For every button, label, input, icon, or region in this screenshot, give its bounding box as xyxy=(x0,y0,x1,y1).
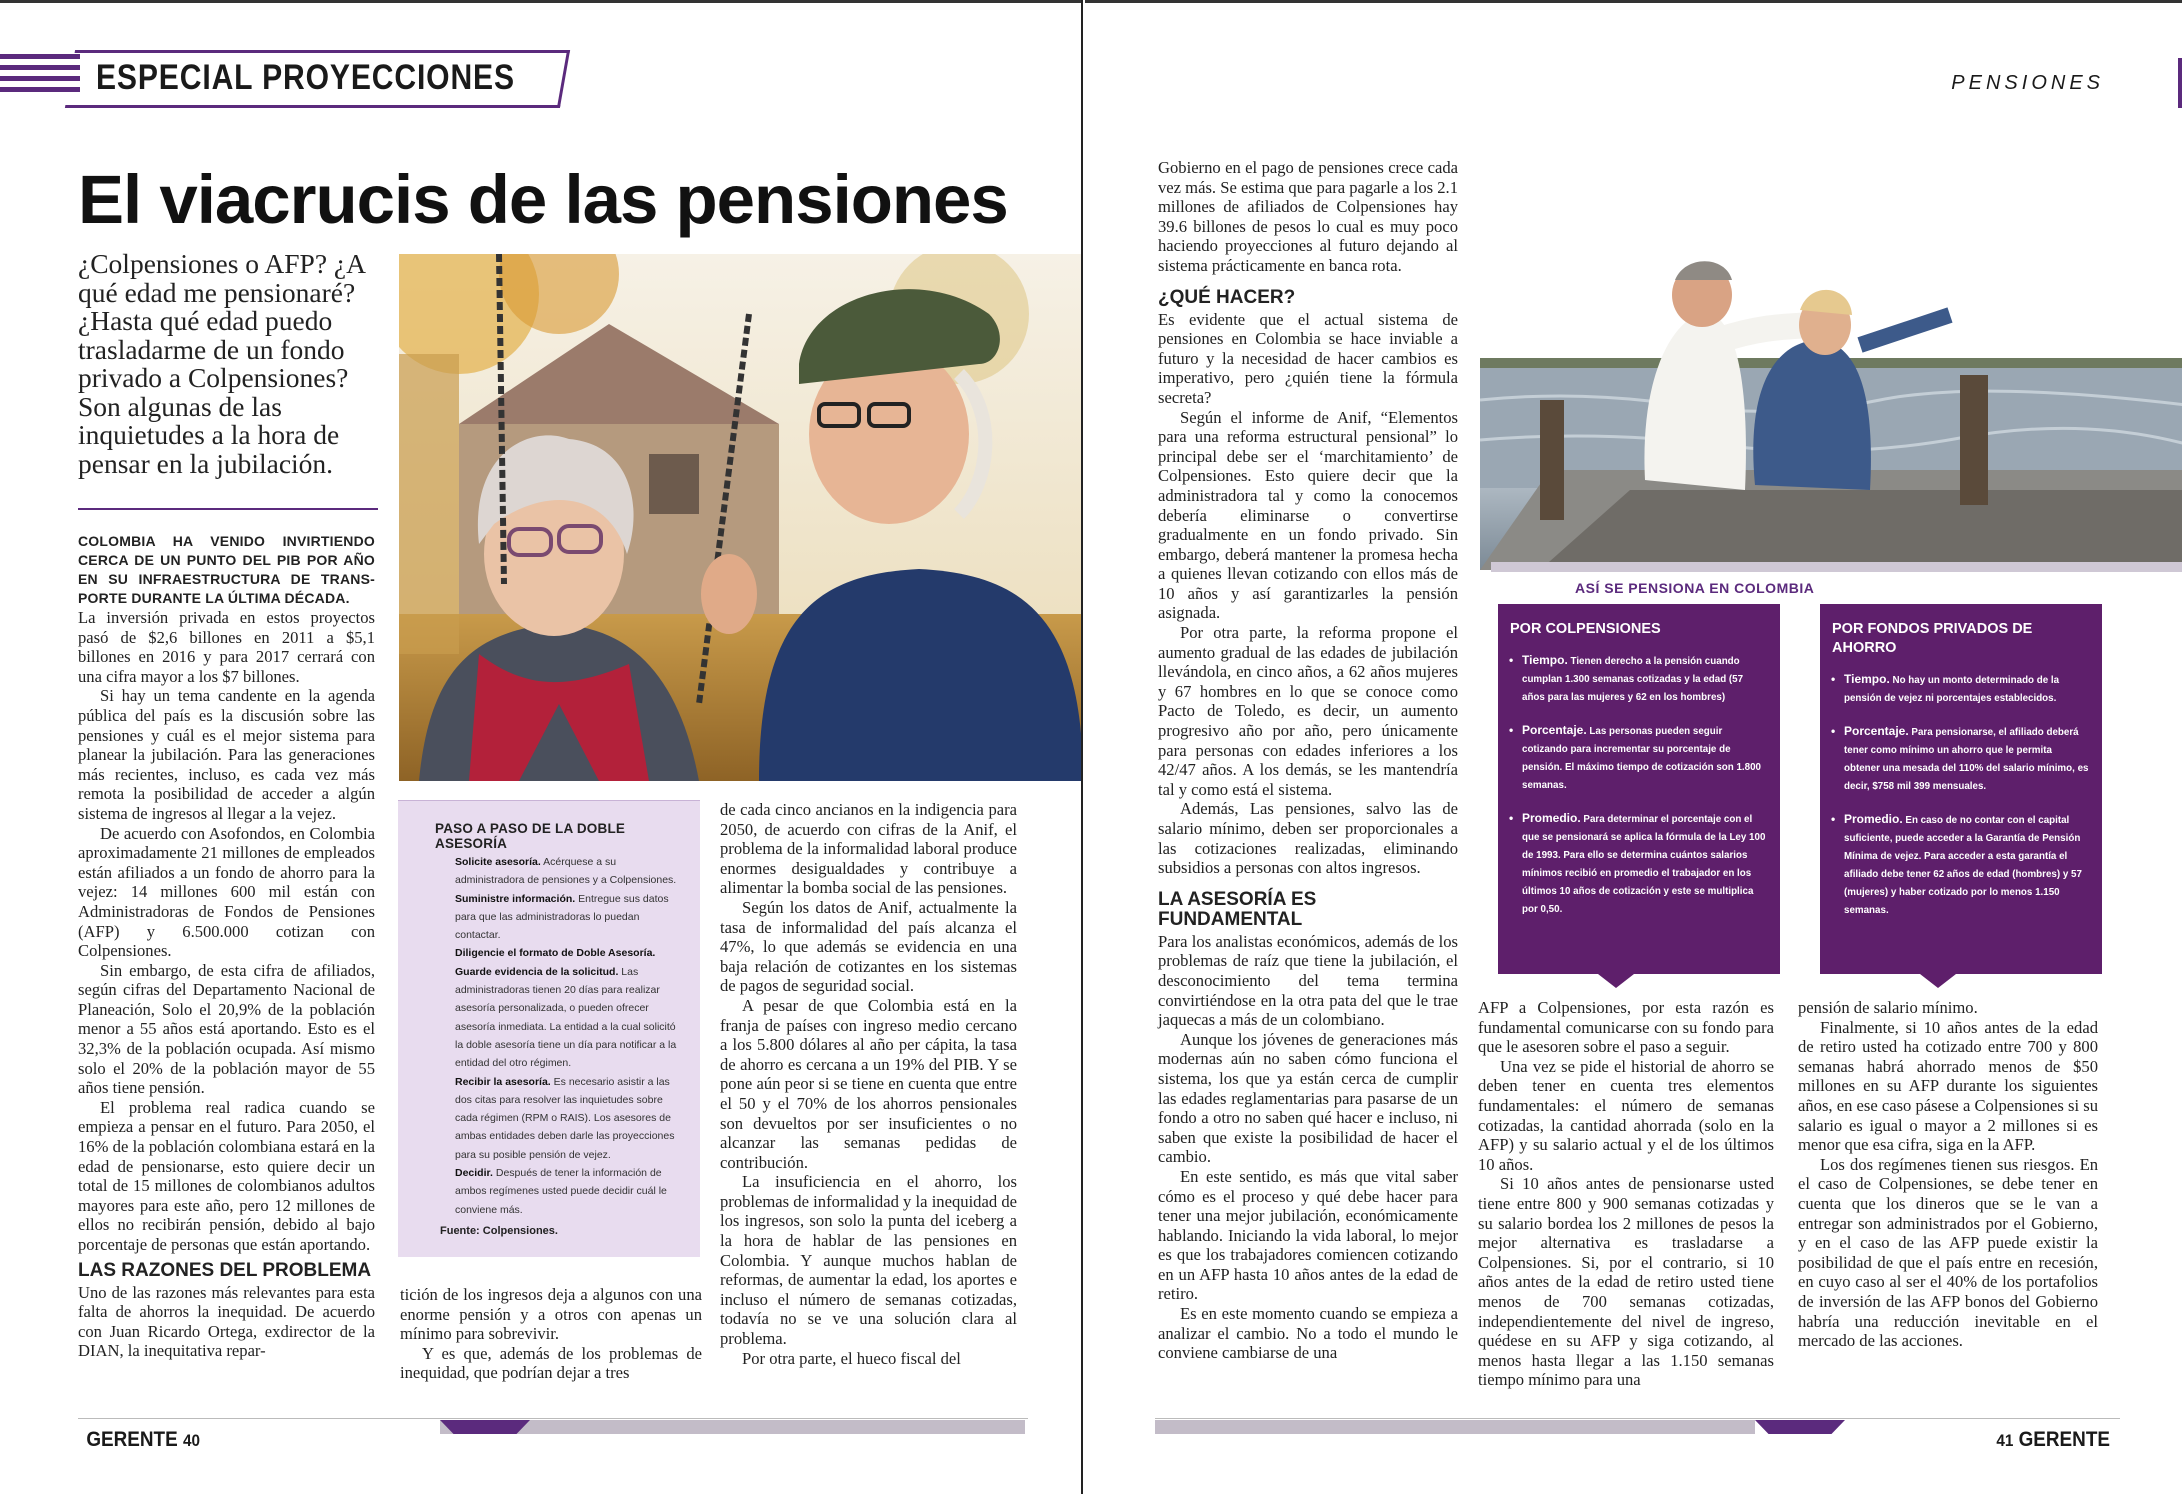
paragraph: pensión de salario mínimo. xyxy=(1798,998,1978,1017)
sidebar-source: Fuente: Colpensiones. xyxy=(440,1225,558,1237)
left-column-1 xyxy=(78,532,375,1361)
infographic-heading: POR COLPENSIONES xyxy=(1510,621,1661,637)
item-text: No hay un monto determinado de la pensión de vejez ni porcentajes establecidos. xyxy=(1844,675,2060,704)
paragraph: Los dos regímenes tienen sus riesgos. En el caso de Colpensiones, se debe tener en cuenta que los dineros que se le van a entregar son administrados por el Gobierno, y en el caso de las AFP puede existir la posibilidad de que el país entre en recesión, en cuyo caso al ser el 40% de los portafolios de inversión de las AFP bonos del Gobierno habría una reducción inevitable en el mercado de las acciones. xyxy=(1798,1154,2098,1351)
magazine-name: GERENTE xyxy=(86,1428,178,1451)
deck-rule xyxy=(78,508,378,510)
item-text: Para determinar el porcentaje con el que se pensionará se aplica la fórmula de la Ley 100 de 1993. Para ello se determina cuántos salarios mínimos recibió en promedio el trabajador en los últimos 10 años de cotización y este se multiplica por 0,50. xyxy=(1522,814,1766,915)
infographic-item xyxy=(1522,651,1768,707)
paragraph: Según los datos de Anif, actualmente la tasa de informalidad del país alcanza el 47%, lo que además se evidencia en una baja relación de cotizantes en los sistemas de pagos de seguridad social. xyxy=(720,897,1017,996)
item-term: Promedio. xyxy=(1844,812,1903,826)
box-pointer xyxy=(1920,974,1956,988)
item-text: Para pensionarse, el afiliado deberá tener como mínimo un ahorro que le permita obtener una mesada del 110% del salario mínimo, es decir, $758 mil 399 mensuales. xyxy=(1844,727,2089,792)
section-tag: ESPECIAL PROYECCIONES xyxy=(96,58,515,97)
sidebar-item xyxy=(455,944,685,1072)
infographic-item xyxy=(1522,809,1768,919)
subheading: LA ASESORÍA ES FUNDAMENTAL xyxy=(1158,888,1317,930)
left-column-3 xyxy=(720,800,1017,1368)
sidebar-box xyxy=(398,800,700,1257)
paragraph: Según el informe de Anif, “Elementos para una reforma estructural pensional” lo principal debe ser el ‘marchitamiento’ de Colpensiones. Esto quiere decir que la administradora tal y como la conocemos debería eliminarse o convertirse gradualmente en un fondo privado. Sin embargo, deberá mantener la promesa hecha a quienes llevan cotizando con ellos más de 10 años y así garantizarles la pensión asignada. xyxy=(1158,407,1458,623)
paragraph: Por otra parte, el hueco fiscal del xyxy=(742,1348,961,1368)
paragraph: A pesar de que Colombia está en la franja de países con ingreso medio cercano a los 5.800 dólares al año per cápita, la tasa de ahorro es cercana a un 19% del PIB. Y se pone aún peor si se tiene en cuenta que entre el 50 y el 70% de los ahorros pensionales son devueltos por ser insuficientes o no alcanzar las semanas pedidas de contribución. xyxy=(720,995,1017,1172)
paragraph: Gobierno en el pago de pensiones crece cada vez más. Se estima que para pagarle a los 2.1 millones de afiliados de Colpensiones hay 39.6 billones de pesos lo cual es muy poco haciendo proyecciones al futuro dejando al sistema prácticamente en banca rota. xyxy=(1158,158,1458,275)
paragraph: Uno de las razones más relevantes para esta falta de ahorros la inequidad. De acuerdo con Juan Ricardo Ortega, exdirector de la DIAN, la inequitativa repar- xyxy=(78,1282,375,1361)
infographic-item xyxy=(1522,721,1768,795)
subheading: LAS RAZONES DEL PROBLEMA xyxy=(78,1259,372,1281)
right-page xyxy=(1085,0,2182,1494)
paragraph: La insuficiencia en el ahorro, los problemas de informalidad y la inequidad de los ingresos, son solo la punta del iceberg a la hora de hablar de las pensiones en Colombia. Y aunque muchos hablan de reformas, de aumentar la edad, los aportes e incluso el número de semanas cotizadas, todavía no se ve una solución clara al problema. xyxy=(720,1172,1017,1349)
page-number: 41 xyxy=(1996,1431,2014,1450)
sidebar-item xyxy=(455,1164,685,1219)
sidebar-item-text: Las administradoras tienen 20 días para realizar asesoría personalizada, o pueden ofrecer asesoría inmediata. La entidad a la cual solicitó la doble asesoría tiene un día para notificar a la entidad del otro régimen. xyxy=(455,965,677,1070)
paragraph: tición de los ingresos deja a algunos con una enorme pensión y a otros con apenas un mínimo para sobrevivir. xyxy=(400,1285,702,1344)
sidebar-item-term: Solicite asesoría. xyxy=(455,856,541,868)
headline: El viacrucis de las pensiones xyxy=(78,161,1008,238)
sidebar-item-text: Entregue sus datos para que las administradoras lo puedan contactar. xyxy=(455,892,669,942)
paragraph: AFP a Colpensiones, por esta razón es fundamental comunicarse con su fondo para que le asesoren sobre el paso a seguir. xyxy=(1478,998,1774,1057)
sidebar-item xyxy=(455,890,685,945)
sidebar-item-term: Suministre información. xyxy=(455,892,576,905)
footer-accent xyxy=(440,1420,530,1434)
magazine-name: GERENTE xyxy=(2018,1428,2110,1451)
item-text: Las personas pueden seguir cotizando para incrementar su porcentaje de pensión. El máximo tiempo de cotización son 1.800 semanas. xyxy=(1522,726,1761,791)
left-column-2 xyxy=(400,1285,702,1383)
folio-right xyxy=(1996,1428,2110,1452)
photo-band xyxy=(1491,562,2182,572)
sidebar-item-text: Acérquese a su administradora de pensiones y a Colpensiones. xyxy=(455,856,677,887)
sidebar-item xyxy=(455,853,685,890)
paragraph: Es en este momento cuando se empieza a analizar el cambio. No a todo el mundo le conviene cambiarse de una xyxy=(1158,1304,1458,1363)
infographic-title: ASÍ SE PENSIONA EN COLOMBIA xyxy=(1575,580,1815,596)
sidebar-item-term: Recibir la asesoría. xyxy=(455,1075,551,1088)
right-column-3 xyxy=(1798,998,2098,1351)
item-term: Porcentaje. xyxy=(1522,723,1587,737)
page-number: 40 xyxy=(182,1431,200,1450)
subheading: ¿QUÉ HACER? xyxy=(1158,286,1296,308)
footer-bar xyxy=(1155,1420,1755,1434)
section-rule xyxy=(2178,58,2182,108)
footer-accent xyxy=(1755,1420,1845,1434)
paragraph: Si 10 años antes de pensionarse usted tiene entre 800 y 900 semanas cotizadas y su salario bordea los 2 millones de pesos la mejor alternativa es trasladarse a Colpensiones. Si, por el contrario, si 10 años antes de la edad de retiro usted tiene menos de 700 semanas cotizadas, independientemente del nivel de ingreso, quédese en su AFP y siga cotizando, al menos hasta llegar a las 1.150 semanas tiempo mínimo para una xyxy=(1478,1174,1774,1390)
paragraph: La inversión privada en estos proyectos pasó de $2,6 billones en 2011 a $5,1 billones en 2016 y para 2017 cerrará con una cifra mayor a los $7 billones. xyxy=(78,608,375,686)
section-tag: PENSIONES xyxy=(1951,72,2104,94)
top-rule xyxy=(0,0,1081,3)
paragraph: Finalmente, si 10 años antes de la edad de retiro usted ha cotizado entre 700 y 800 semanas habrá ahorrado menos de $50 millones en su AFP durante los siguientes años, en ese caso pásese a Colpensiones si su salario es igual o mayor a 2 millones si es menor que esa cifra, siga en la AFP. xyxy=(1798,1017,2099,1155)
infographic-colpensiones-box xyxy=(1498,604,1780,974)
item-text: En caso de no contar con el capital suficiente, puede acceder a la Garantía de Pensión Mínima de vejez. Para acceder a esta garantía el afiliado debe tener 62 años de edad (hombres) y 57 (mujeres) y haber cotizado por lo menos 1.150 semanas. xyxy=(1844,815,2082,916)
paragraph: de cada cinco ancianos en la indigencia para 2050, de acuerdo con cifras de la Anif, el problema de la informalidad laboral produce enormes desigualdades y contribuye a alimentar la bomba social de las pensiones. xyxy=(720,800,1017,898)
sidebar-item-text: Es necesario asistir a las dos citas para resolver las inquietudes sobre cada régimen (RPM o RAIS). Los asesores de ambas entidades deben darle las proyecciones para su posible pensión de vejez. xyxy=(455,1075,675,1161)
paragraph: Es evidente que el actual sistema de pensiones en Colombia se hace inviable a futuro y la necesidad de hacer cambios es imperativo, pero ¿quién tiene la fórmula secreta? xyxy=(1158,309,1458,407)
infographic-item xyxy=(1844,722,2090,796)
item-text: Tienen derecho a la pensión cuando cumplan 1.300 semanas cotizadas y la edad (57 años para las mujeres y 62 en los hombres) xyxy=(1522,656,1744,703)
footer-rule xyxy=(78,1418,1028,1419)
folio-left xyxy=(86,1428,200,1452)
infographic-fondos-box xyxy=(1820,604,2102,974)
infographic-item xyxy=(1844,670,2090,708)
paragraph: Por otra parte, la reforma propone el aumento gradual de las edades de jubilación llevándola, en cinco años, a 62 años mujeres y 67 hombres en lo que se conoce como Pacto de Toledo, es decir, un aumento progresivo año por año, pero únicamente para personas con edades inferiores a los 42/47 años. A los demás, se les mantendría tal y como está el sistema. xyxy=(1158,623,1458,799)
infographic-item xyxy=(1844,810,2090,920)
sidebar-item-term: Diligencie el formato de Doble Asesoría. Guarde evidencia de la solicitud. xyxy=(455,947,656,978)
paragraph: De acuerdo con Asofondos, en Colombia aproximadamente 21 millones de empleados están afiliados a un fondo de ahorro para la vejez: 14 millones 600 mil están con Administradoras de Fondos de Pensiones (AFP) y 6.500.000 cotizan con Colpensiones. xyxy=(78,823,375,961)
footer-rule xyxy=(1155,1418,2120,1419)
deck: ¿Colpensiones o AFP? ¿A qué edad me pensionaré? ¿Hasta qué edad puedo trasladarme de un fondo privado a Colpensiones? Son algunas de las inquietudes a la hora de pensar en la jubilación. xyxy=(78,248,365,479)
top-rule xyxy=(1085,0,2182,3)
sidebar-item-term: Decidir. xyxy=(455,1167,493,1180)
paragraph: En este sentido, es más que vital saber cómo es el proceso y qué debe hacer para tener una mejor jubilación, económicamente hablando. Iniciando la vida laboral, lo mejor es que los trabajadores comiencen cotizando en un AFP hasta 10 años antes de la edad de retiro. xyxy=(1158,1166,1458,1304)
item-term: Promedio. xyxy=(1522,811,1581,825)
sidebar-title: PASO A PASO DE LA DOBLE ASESORÍA xyxy=(435,821,626,851)
box-pointer xyxy=(1598,974,1634,988)
couple-dock-photo xyxy=(1480,200,2182,570)
infographic-list xyxy=(1498,651,1780,919)
paragraph: Sin embargo, de esta cifra de afiliados, según cifras del Departamento Nacional de Planeación, Solo el 20,9% de la población menor a 55 años está aportando. Esto es el 32,3% de la población ocupada. Así mismo solo el 20% de la población mayor de 55 años tiene pensión. xyxy=(78,960,375,1098)
paragraph: Aunque los jóvenes de generaciones más modernas aún no saben cómo funciona el sistema, los que ya están cerca de cumplir las edades reglamentarias para pasarse de un fondo a otro no saben qué hacer e incluso, ni saben que existe la posibilidad de hacer el cambio. xyxy=(1158,1029,1458,1167)
item-term: Tiempo. xyxy=(1844,672,1890,686)
elderly-couple-illustration xyxy=(399,254,1083,781)
infographic-heading: POR FONDOS PRIVADOS DE AHORRO xyxy=(1832,621,2033,656)
infographic-list xyxy=(1820,670,2102,920)
paragraph: El problema real radica cuando se empieza a pensar en el futuro. Para 2050, el 16% de la población colombiana estará en la edad de pensionarse, esto quiere decir un total de 15 millones de colombianos adultos mayores para este año, pero 12 millones de ellos no recibirán pensión, debido al bajo porcentaje de personas que están aportando. xyxy=(78,1097,375,1254)
right-column-1 xyxy=(1158,158,1458,1363)
paragraph: Si hay un tema candente en la agenda pública del país es la discusión sobre las pensiones y cuál es el mejor sistema para planear la jubilación. Para las generaciones más recientes, incluso, es cada vez más remota la posibilidad de acceder a algún sistema de ingresos al llegar a la vejez. xyxy=(78,686,375,823)
paragraph: Una vez se pide el historial de ahorro se deben tener en cuenta tres elementos fundamentales: el número de semanas cotizadas, la cantidad ahorrada (solo en la AFP) y su salario actual y el de los últimos 10 años. xyxy=(1478,1056,1774,1174)
right-column-2 xyxy=(1478,998,1774,1390)
sidebar-body xyxy=(455,853,685,1219)
couple-dock-illustration xyxy=(1480,200,2182,570)
paragraph: Para los analistas económicos, además de los problemas de raíz que tiene la jubilación, el desconocimiento del tema termina convirtiéndose en la otra pata del que le trae jaquecas a más de un colombiano. xyxy=(1158,931,1458,1030)
sidebar-item xyxy=(455,1073,685,1164)
item-term: Porcentaje. xyxy=(1844,724,1909,738)
sidebar-item-text: Después de tener la información de ambos regímenes usted puede decidir cuál le conviene más. xyxy=(455,1167,667,1216)
paragraph: Y es que, además de los problemas de inequidad, que podrían dejar a tres xyxy=(400,1343,702,1383)
item-term: Tiempo. xyxy=(1522,653,1568,667)
paragraph: Además, Las pensiones, salvo las de salario mínimo, deben ser proporcionales a las cotizaciones realizadas, eliminando subsidios a personas con altos ingresos. xyxy=(1158,799,1458,878)
lead-paragraph: COLOMBIA HA VENIDO INVIRTIENDO CERCA DE UN PUNTO DEL PIB POR AÑO EN SU INFRAESTRUCTURA DE TRANS-PORTE DURANTE LA ÚLTIMA DÉCADA. xyxy=(78,533,375,606)
left-page xyxy=(0,0,1083,1494)
elderly-couple-photo xyxy=(399,254,1083,781)
